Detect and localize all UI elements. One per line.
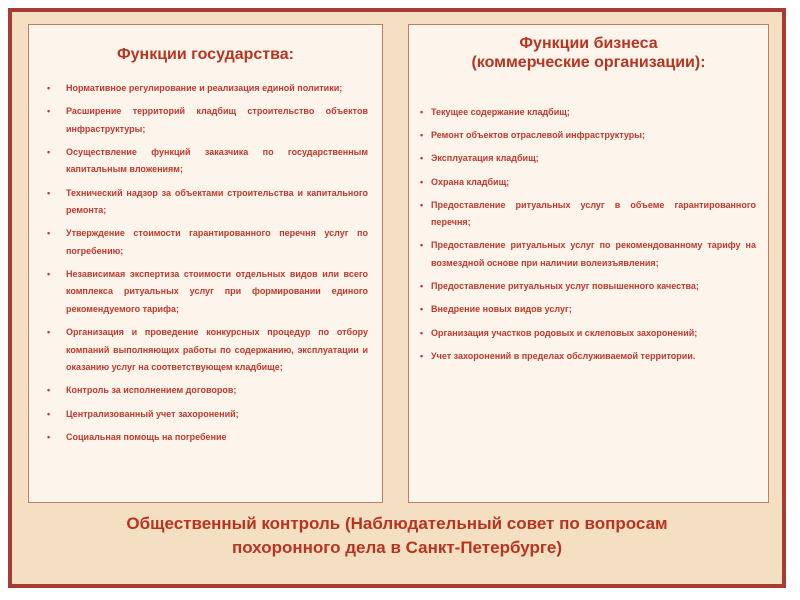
list-item: • Технический надзор за объектами строительства и капитального ремонта; [66,185,368,220]
list-item: • Учет захоронений в пределах обслуживаемой территории. [431,348,756,366]
list-item: • Внедрение новых видов услуг; [431,301,756,319]
state-functions-title: Функции государства: [116,46,294,63]
business-functions-panel [408,24,769,503]
list-item: • Предоставление ритуальных услуг в объеме гарантированного перечня; [431,197,756,232]
list-item: • Охрана кладбищ; [431,174,756,192]
state-functions-panel [28,24,383,503]
slide-frame [8,8,786,588]
list-item: • Утверждение стоимости гарантированного перечня услуг по погребению; [66,225,368,260]
list-item: • Расширение территорий кладбищ строительство объектов инфраструктуры; [66,103,368,138]
business-functions-title [409,34,768,72]
public-control-caption [12,512,782,560]
business-title-line1: Функции бизнеса [519,35,658,52]
business-title-line2: (коммерческие организации): [471,54,706,71]
list-item: • Организация и проведение конкурсных процедур по отбору компаний выполняющих работы по содержанию, эксплуатации и оказанию услуг на соответствующем кладбище; [66,324,368,377]
list-item: • Текущее содержание кладбищ; [431,104,756,122]
list-item: • Нормативное регулирование и реализация единой политики; [66,80,368,98]
caption-line1: Общественный контроль (Наблюдательный совет по вопросам [126,514,668,533]
list-item: • Предоставление ритуальных услуг по рекомендованному тарифу на возмездной основе при наличии волеизъявления; [431,237,756,272]
state-functions-list [29,80,382,446]
caption-line2: похоронного дела в Санкт-Петербурге) [231,538,563,557]
list-item: • Эксплуатация кладбищ; [431,150,756,168]
list-item: • Предоставление ритуальных услуг повышенного качества; [431,278,756,296]
list-item: • Независимая экспертиза стоимости отдельных видов или всего комплекса ритуальных услуг при формировании единого рекомендуемого тарифа; [66,266,368,319]
list-item: • Контроль за исполнением договоров; [66,382,368,400]
list-item: • Ремонт объектов отраслевой инфраструктуры; [431,127,756,145]
list-item: • Социальная помощь на погребение [66,429,368,447]
business-functions-list [409,104,768,365]
list-item: • Осуществление функций заказчика по государственным капитальным вложениям; [66,144,368,179]
list-item: • Централизованный учет захоронений; [66,406,368,424]
list-item: • Организация участков родовых и склеповых захоронений; [431,325,756,343]
